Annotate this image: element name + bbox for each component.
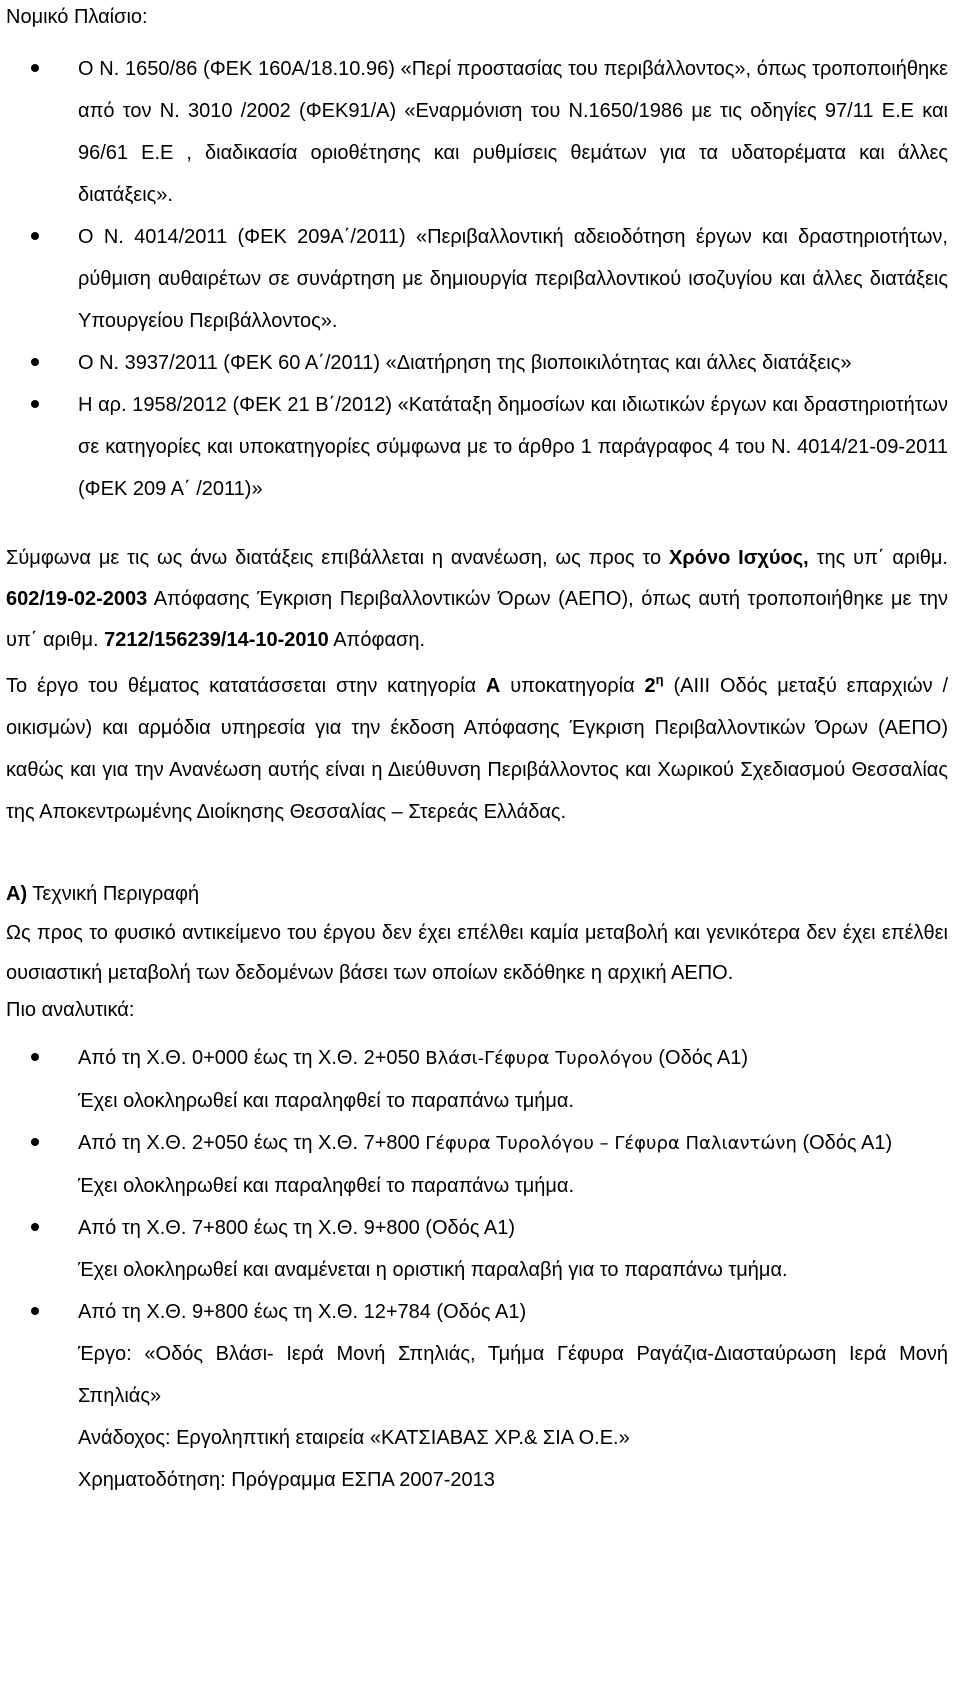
technical-label-rest: Τεχνική Περιγραφή — [27, 883, 200, 905]
legal-framework-list — [6, 48, 948, 510]
section-item — [6, 1037, 948, 1080]
category-text-1: Το έργο του θέματος κατατάσσεται στην κατηγορία — [6, 675, 486, 697]
detail-heading: Πιο αναλυτικά: — [6, 999, 135, 1021]
category-bold-a: Α — [485, 675, 501, 697]
renewal-bold-decision: 602/19-02-2003 — [6, 588, 148, 610]
section-status — [6, 1165, 948, 1207]
technical-label-bold: Α) — [6, 883, 28, 905]
category-text-2: υποκατηγορία — [500, 675, 645, 697]
law-item-3937: Ο Ν. 3937/2011 (ΦΕΚ 60 Α΄/2011) «Διατήρηση της βιοποικιλότητας και άλλες διατάξεις» — [6, 342, 948, 384]
renewal-text-2: της υπ΄ αριθμ. — [808, 547, 948, 569]
section-range: Από τη Χ.Θ. 2+050 έως τη Χ.Θ. 7+800 — [78, 1132, 426, 1154]
technical-intro: Ως προς το φυσικό αντικείμενο του έργου δεν έχει επέλθει καμία μεταβολή και γενικότερα δεν έχει επέλθει ουσιαστική μεταβολή των δεδομένων βάσει των οποίων εκδόθηκε η αρχική ΑΕΠΟ. — [6, 922, 948, 984]
section-contractor-text: Ανάδοχος: Εργοληπτική εταιρεία «ΚΑΤΣΙΑΒΑΣ ΧΡ.& ΣΙΑ Ο.Ε.» — [78, 1427, 630, 1449]
category-paragraph — [6, 665, 948, 833]
section-item — [6, 1291, 948, 1333]
section-range-end: (Οδός Α1) — [796, 1132, 893, 1154]
section-range: Από τη Χ.Θ. 7+800 έως τη Χ.Θ. 9+800 (Οδός Α1) — [78, 1217, 515, 1239]
technical-description-heading — [6, 877, 948, 911]
section-status — [6, 1080, 948, 1122]
section-range: Από τη Χ.Θ. 9+800 έως τη Χ.Θ. 12+784 (Οδός Α1) — [78, 1301, 527, 1323]
renewal-bold-validity: Χρόνο Ισχύος, — [669, 547, 809, 569]
section-project-text: Έργο: «Οδός Βλάσι- Ιερά Μονή Σπηλιάς, Τμήμα Γέφυρα Ραγάζια-Διασταύρωση Ιερά Μονή Σπηλιάς» — [78, 1343, 948, 1407]
section-contractor — [6, 1417, 948, 1459]
section-project — [6, 1333, 948, 1417]
law-item-1650: Ο Ν. 1650/86 (ΦΕΚ 160Α/18.10.96) «Περί προστασίας του περιβάλλοντος», όπως τροποποιήθηκε από τον Ν. 3010 /2002 (ΦΕΚ91/Α) «Εναρμόνιση του Ν.1650/1986 με τις οδηγίες 97/11 Ε.Ε και 96/61 Ε.Ε , διαδικασία οριοθέτησης και ρυθμίσεις θεμάτων για τα υδατορέματα και άλλες διατάξεις». — [6, 48, 948, 216]
category-text-3: (ΑΙΙΙ Οδός μεταξύ επαρχιών / οικισμών) και αρμόδια υπηρεσία για την έκδοση Απόφασης Έγκριση Περιβαλλοντικών Όρων (ΑΕΠΟ) καθώς και για την Ανανέωση αυτής είναι η Διεύθυνση Περιβάλλοντος και Χωρικού Σχεδιασμού Θεσσαλίας της Αποκεντρωμένης Διοίκησης Θεσσαλίας – Στερεάς Ελλάδας. — [6, 675, 948, 823]
section-range-alt: Γέφυρα Τυρολόγου – Γέφυρα Παλιαντώνη — [425, 1133, 797, 1154]
renewal-text-3: Απόφασης Έγκριση Περιβαλλοντικών Όρων (ΑΕΠΟ), όπως αυτή τροποποιήθηκε με την υπ΄ αριθμ. — [6, 588, 948, 651]
section-item — [6, 1122, 948, 1165]
section-range-end: (Οδός Α1) — [652, 1047, 749, 1069]
section-status-text: Έχει ολοκληρωθεί και παραληφθεί το παραπάνω τμήμα. — [78, 1175, 575, 1197]
section-status-text: Έχει ολοκληρωθεί και αναμένεται η οριστική παραλαβή για το παραπάνω τμήμα. — [78, 1259, 788, 1281]
renewal-bold-amendment: 7212/156239/14-10-2010 — [104, 629, 329, 651]
section-status — [6, 1249, 948, 1291]
section-funding-text: Χρηματοδότηση: Πρόγραμμα ΕΣΠΑ 2007-2013 — [78, 1469, 495, 1491]
section-status-text: Έχει ολοκληρωθεί και παραληφθεί το παραπάνω τμήμα. — [78, 1090, 575, 1112]
category-superscript: η — [655, 672, 664, 687]
law-item-1958: Η αρ. 1958/2012 (ΦΕΚ 21 Β΄/2012) «Κατάταξη δημοσίων και ιδιωτικών έργων και δραστηριοτήτων σε κατηγορίες και υποκατηγορίες σύμφωνα με το άρθρο 1 παράγραφος 4 του Ν. 4014/21-09-2011 (ΦΕΚ 209 Α΄ /2011)» — [6, 384, 948, 510]
renewal-text-1: Σύμφωνα με τις ως άνω διατάξεις επιβάλλεται η ανανέωση, ως προς το — [6, 547, 670, 569]
section-funding — [6, 1459, 948, 1501]
section-range: Από τη Χ.Θ. 0+000 έως τη Χ.Θ. 2+050 — [78, 1047, 426, 1069]
law-item-4014: Ο Ν. 4014/2011 (ΦΕΚ 209Α΄/2011) «Περιβαλλοντική αδειοδότηση έργων και δραστηριοτήτων, ρύθμιση αυθαιρέτων σε συνάρτηση με δημιουργία περιβαλλοντικού ισοζυγίου και άλλες διατάξεις Υπουργείου Περιβάλλοντος». — [6, 216, 948, 342]
sections-list — [6, 1037, 948, 1501]
renewal-paragraph — [6, 538, 948, 661]
section-item — [6, 1207, 948, 1249]
legal-framework-heading: Νομικό Πλαίσιο: — [6, 6, 148, 28]
category-bold-2: 2 — [644, 675, 656, 697]
renewal-text-4: Απόφαση. — [328, 629, 426, 651]
section-range-alt: Βλάσι-Γέφυρα Τυρολόγου — [425, 1048, 653, 1069]
